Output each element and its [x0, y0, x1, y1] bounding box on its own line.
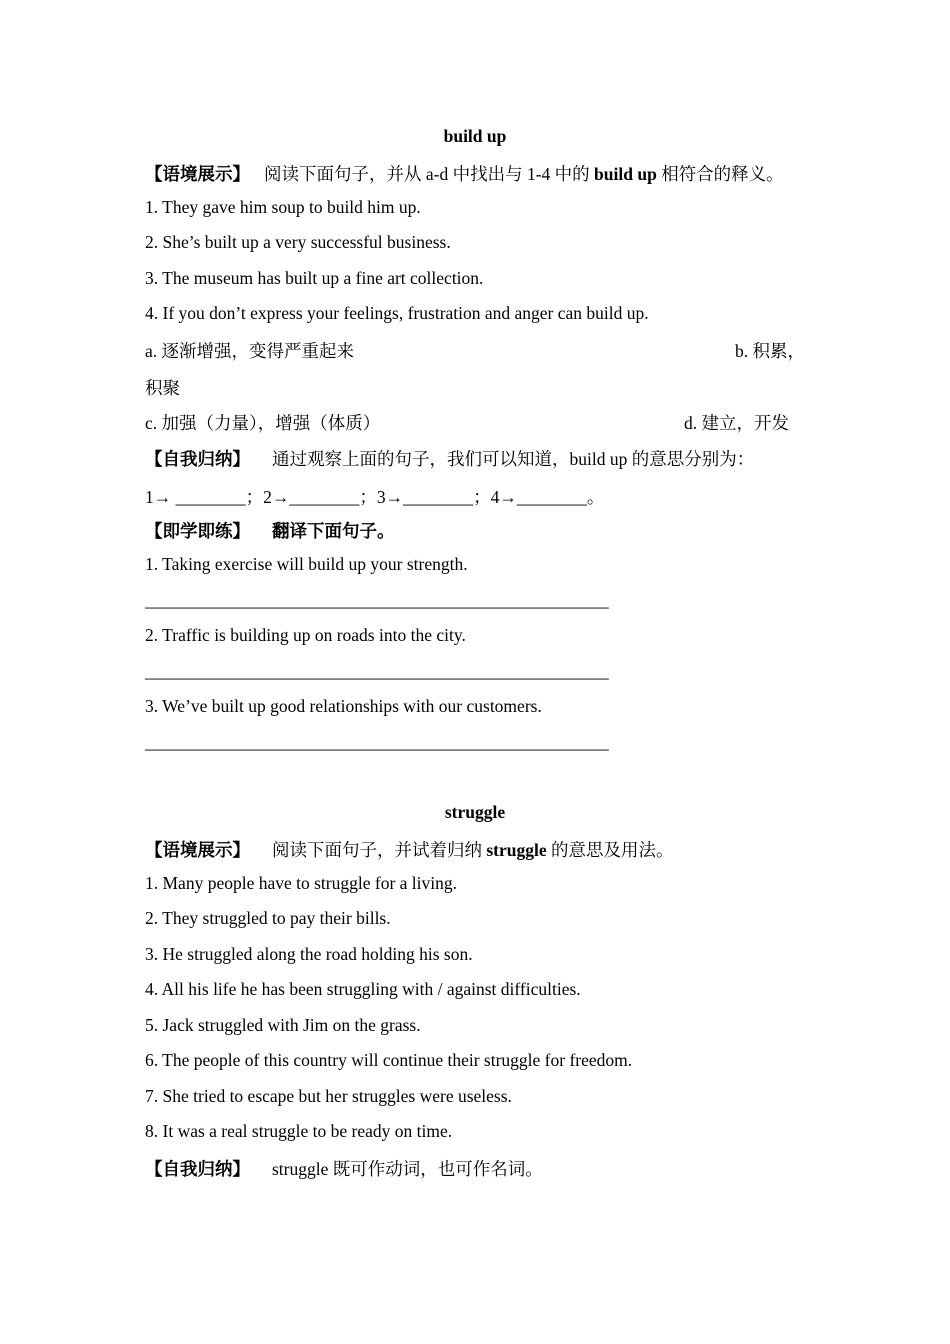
- answer-line: _____________________________________________________: [145, 590, 609, 610]
- example-sentence: 2. They struggled to pay their bills.: [145, 908, 391, 928]
- practice-label: 【即学即练】: [145, 521, 250, 541]
- option-c: c. 加强（力量），增强（体质）: [145, 413, 381, 433]
- example-sentence: 3. He struggled along the road holding his son.: [145, 944, 473, 964]
- option-d: d. 建立，开发: [684, 413, 789, 433]
- context-text-end: 相符合的释义。: [656, 164, 784, 184]
- blanks-line: 1→ ________；2→________；3→________；4→________。: [145, 487, 605, 507]
- summary-text: struggle 既可作动词，也可作名词。: [272, 1159, 543, 1179]
- section-title: struggle: [444, 802, 506, 822]
- context-keyword: build up: [594, 164, 657, 184]
- context-text: 阅读下面句子，并试着归纳: [272, 840, 487, 860]
- example-sentence: 7. She tried to escape but her struggles were useless.: [145, 1086, 512, 1106]
- summary-instruction: [145, 1156, 543, 1181]
- answer-line: _____________________________________________________: [145, 661, 609, 681]
- context-text-end: 的意思及用法。: [546, 840, 674, 860]
- context-instruction: [145, 161, 784, 186]
- context-label: 【语境展示】: [145, 840, 250, 860]
- practice-title: 翻译下面句子。: [272, 521, 395, 541]
- answer-line: _____________________________________________________: [145, 732, 609, 752]
- section-title: build up: [443, 126, 507, 146]
- context-label: 【语境展示】: [145, 164, 250, 184]
- example-sentence: 1. Many people have to struggle for a living.: [145, 873, 458, 893]
- example-sentence: 4. All his life he has been struggling with / against difficulties.: [145, 979, 581, 999]
- example-sentence: 2. She’s built up a very successful business.: [145, 232, 451, 252]
- example-sentence: 4. If you don’t express your feelings, frustration and anger can build up.: [145, 303, 649, 323]
- summary-label: 【自我归纳】: [145, 449, 250, 469]
- example-sentence: 1. They gave him soup to build him up.: [145, 197, 421, 217]
- context-text: 阅读下面句子，并从 a-d 中找出与 1-4 中的: [264, 164, 595, 184]
- context-keyword: struggle: [486, 840, 547, 860]
- option-b-continued: 积聚: [145, 378, 180, 398]
- example-sentence: 5. Jack struggled with Jim on the grass.: [145, 1015, 421, 1035]
- option-b: b. 积累，: [735, 341, 805, 361]
- context-instruction: [145, 837, 674, 862]
- practice-sentence: 3. We’ve built up good relationships with our customers.: [145, 696, 542, 716]
- summary-text: 通过观察上面的句子，我们可以知道，build up 的意思分别为：: [272, 449, 755, 469]
- example-sentence: 8. It was a real struggle to be ready on time.: [145, 1121, 453, 1141]
- summary-label: 【自我归纳】: [145, 1159, 250, 1179]
- example-sentence: 3. The museum has built up a fine art collection.: [145, 268, 484, 288]
- practice-instruction: [145, 518, 395, 543]
- practice-sentence: 2. Traffic is building up on roads into the city.: [145, 625, 466, 645]
- practice-sentence: 1. Taking exercise will build up your strength.: [145, 554, 468, 574]
- summary-instruction: [145, 446, 754, 471]
- example-sentence: 6. The people of this country will continue their struggle for freedom.: [145, 1050, 633, 1070]
- option-a: a. 逐渐增强，变得严重起来: [145, 341, 355, 361]
